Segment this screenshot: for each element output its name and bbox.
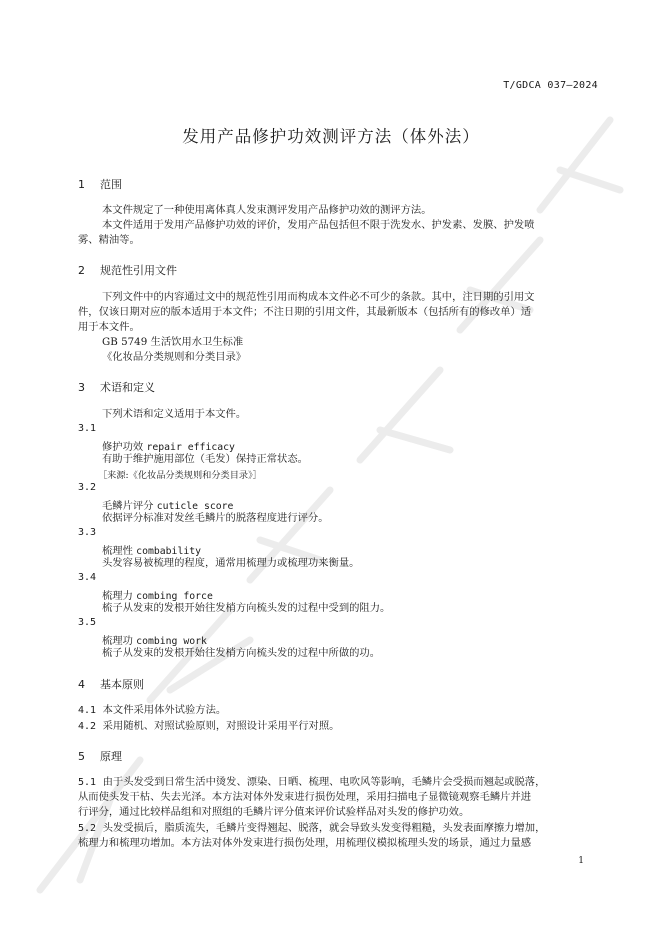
term-number: 3.3 — [78, 527, 97, 538]
term-definition: 依据评分标准对发丝毛鳞片的脱落程度进行评分。 — [102, 512, 329, 524]
term-number: 3.2 — [78, 482, 97, 493]
term-number: 3.1 — [78, 423, 97, 434]
item-text: 本文件采用体外试验方法。 — [102, 704, 227, 716]
term-en: combing work — [136, 636, 207, 647]
section-4-heading — [78, 676, 144, 692]
principle-5-2-line-2: 梳理力和梳理功增加。本方法对体外发束进行损伤处理，用梳理仪模拟梳理头发的场景，通过力量感 — [78, 837, 532, 849]
normative-reference-2: 《化妆品分类规则和分类目录》 — [102, 351, 247, 363]
term-number: 3.5 — [78, 617, 97, 628]
s2-paragraph-line-1: 下列文件中的内容通过文中的规范性引用而构成本文件必不可少的条款。其中，注日期的引用文 — [102, 291, 535, 303]
term-en: combability — [136, 546, 202, 557]
term-zh: 梳理力 — [102, 590, 133, 602]
page-number: 1 — [578, 856, 584, 866]
term-en: repair efficacy — [146, 442, 235, 453]
item-text: 头发受损后，脂质流失，毛鳞片变得翘起、脱落，就会导致头发变得粗糙，头发表面摩擦力增加， — [102, 822, 546, 834]
term-heading — [102, 438, 235, 453]
section-2-heading — [78, 262, 177, 278]
term-number: 3.4 — [78, 572, 97, 583]
s3-intro: 下列术语和定义适用于本文件。 — [102, 408, 247, 420]
section-title: 原理 — [100, 750, 122, 763]
principle-5-1-line-1 — [78, 775, 545, 790]
term-zh: 梳理性 — [102, 545, 133, 557]
section-number: 1 — [78, 178, 85, 191]
section-number: 2 — [78, 264, 85, 277]
normative-reference-1: GB 5749 生活饮用水卫生标准 — [102, 336, 244, 348]
section-3-heading — [78, 379, 155, 395]
term-definition: 梳子从发束的发根开始往发梢方向梳头发的过程中受到的阻力。 — [102, 602, 391, 614]
s2-paragraph-line-3: 用于本文件。 — [78, 321, 140, 333]
term-definition: 头发容易被梳理的程度，通常用梳理力或梳理功来衡量。 — [102, 557, 360, 569]
section-5-heading — [78, 748, 122, 764]
section-title: 基本原则 — [100, 678, 144, 691]
section-title: 规范性引用文件 — [100, 264, 177, 277]
page-title: 发用产品修护功效测评方法（体外法） — [182, 127, 480, 146]
item-text: 由于头发受到日常生活中烫发、漂染、日晒、梳理、电吹风等影响，毛鳞片会受损而翘起或脱落， — [102, 776, 546, 788]
item-text: 采用随机、对照试验原则，对照设计采用平行对照。 — [102, 720, 340, 732]
section-number: 5 — [78, 750, 85, 763]
s2-paragraph-line-2: 件，仅该日期对应的版本适用于本文件；不注日期的引用文件，其最新版本（包括所有的修改单）适 — [78, 306, 532, 318]
s1-paragraph-2-line-1: 本文件适用于发用产品修护功效的评价，发用产品包括但不限于洗发水、护发素、发膜、护发喷 — [102, 219, 535, 231]
principle-4-2 — [78, 719, 339, 734]
term-definition: 有助于维护施用部位（毛发）保持正常状态。 — [102, 453, 308, 465]
section-number: 4 — [78, 678, 85, 691]
section-title: 术语和定义 — [100, 381, 155, 394]
item-number: 5.1 — [78, 777, 97, 788]
principle-4-1 — [78, 703, 226, 718]
term-en: combing force — [136, 591, 213, 602]
principle-5-1-line-3: 行评分，通过比较样品组和对照组的毛鳞片评分值来评价试验样品对头发的修护功效。 — [78, 806, 470, 818]
section-title: 范围 — [100, 178, 122, 191]
term-zh: 毛鳞片评分 — [102, 500, 154, 512]
term-heading — [102, 542, 201, 557]
principle-5-2-line-1 — [78, 821, 545, 836]
term-heading — [102, 632, 207, 647]
term-definition: 梳子从发束的发根开始往发梢方向梳头发的过程中所做的功。 — [102, 647, 381, 659]
term-source: ［来源:《化妆品分类规则和分类目录》］ — [98, 470, 262, 481]
term-heading — [102, 497, 233, 512]
item-number: 4.1 — [78, 705, 97, 716]
item-number: 4.2 — [78, 721, 97, 732]
s1-paragraph-2-line-2: 雾、精油等。 — [78, 234, 140, 246]
term-en: cuticle score — [156, 501, 234, 512]
item-number: 5.2 — [78, 823, 97, 834]
term-heading — [102, 587, 213, 602]
section-1-heading — [78, 176, 122, 192]
term-zh: 梳理功 — [102, 635, 133, 647]
term-zh: 修护功效 — [102, 441, 144, 453]
document-code: T/GDCA 037—2024 — [503, 80, 598, 91]
s1-paragraph-1: 本文件规定了一种使用离体真人发束测评发用产品修护功效的测评方法。 — [102, 204, 432, 216]
section-number: 3 — [78, 381, 85, 394]
principle-5-1-line-2: 从而使头发干枯、失去光泽。本方法对体外发束进行损伤处理，采用扫描电子显微镜观察毛鳞片并进 — [78, 791, 532, 803]
